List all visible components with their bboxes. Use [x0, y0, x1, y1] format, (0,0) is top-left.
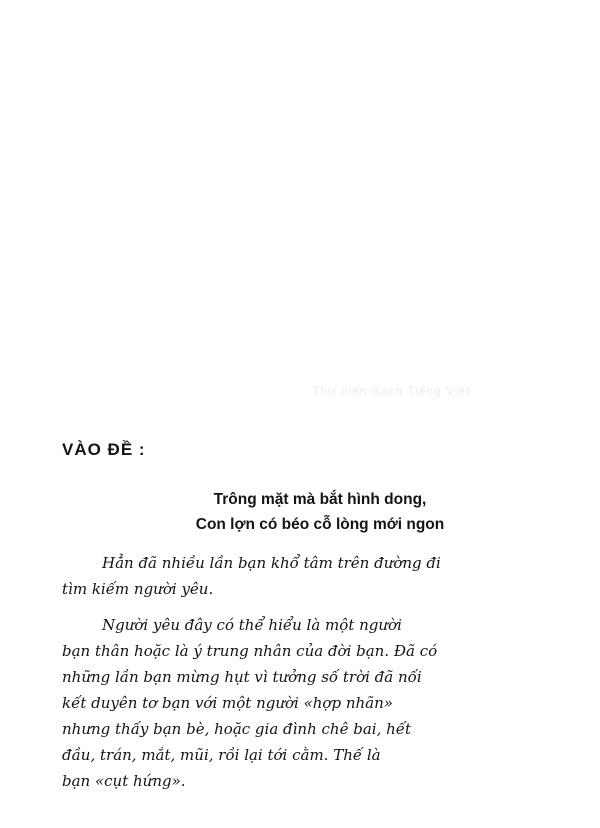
paragraph-line: bạn thân hoặc là ý trung nhân của đời bạn. Đã có — [62, 642, 438, 660]
paragraph-line: những lần bạn mừng hụt vì tưởng số trời đã nối — [62, 668, 422, 686]
section-heading: VÀO ĐỀ : — [62, 440, 146, 459]
paragraph-line: đầu, trán, mắt, mũi, rồi lại tới cằm. Thế là — [62, 746, 381, 764]
paragraph-line: bạn «cụt hứng». — [62, 772, 186, 790]
epigraph-line: Trông mặt mà bắt hình dong, — [213, 491, 427, 508]
paragraph-2 — [62, 612, 532, 794]
epigraph — [120, 487, 520, 537]
paragraph-line: tìm kiếm người yêu. — [62, 580, 214, 598]
body-text — [62, 550, 532, 794]
faint-watermark: Thư viện Sách Tiếng Việt — [312, 384, 471, 398]
paragraph-1 — [62, 550, 532, 602]
paragraph-line: nhưng thấy bạn bè, hoặc gia đình chê bai, hết — [62, 720, 412, 738]
epigraph-line: Con lợn có béo cỗ lòng mới ngon — [195, 516, 445, 533]
paragraph-line: Hẳn đã nhiều lần bạn khổ tâm trên đường đi — [102, 554, 441, 572]
paragraph-line: kết duyên tơ bạn với một người «hợp nhãn» — [62, 694, 393, 712]
paragraph-line: Người yêu đây có thể hiểu là một người — [102, 616, 402, 634]
